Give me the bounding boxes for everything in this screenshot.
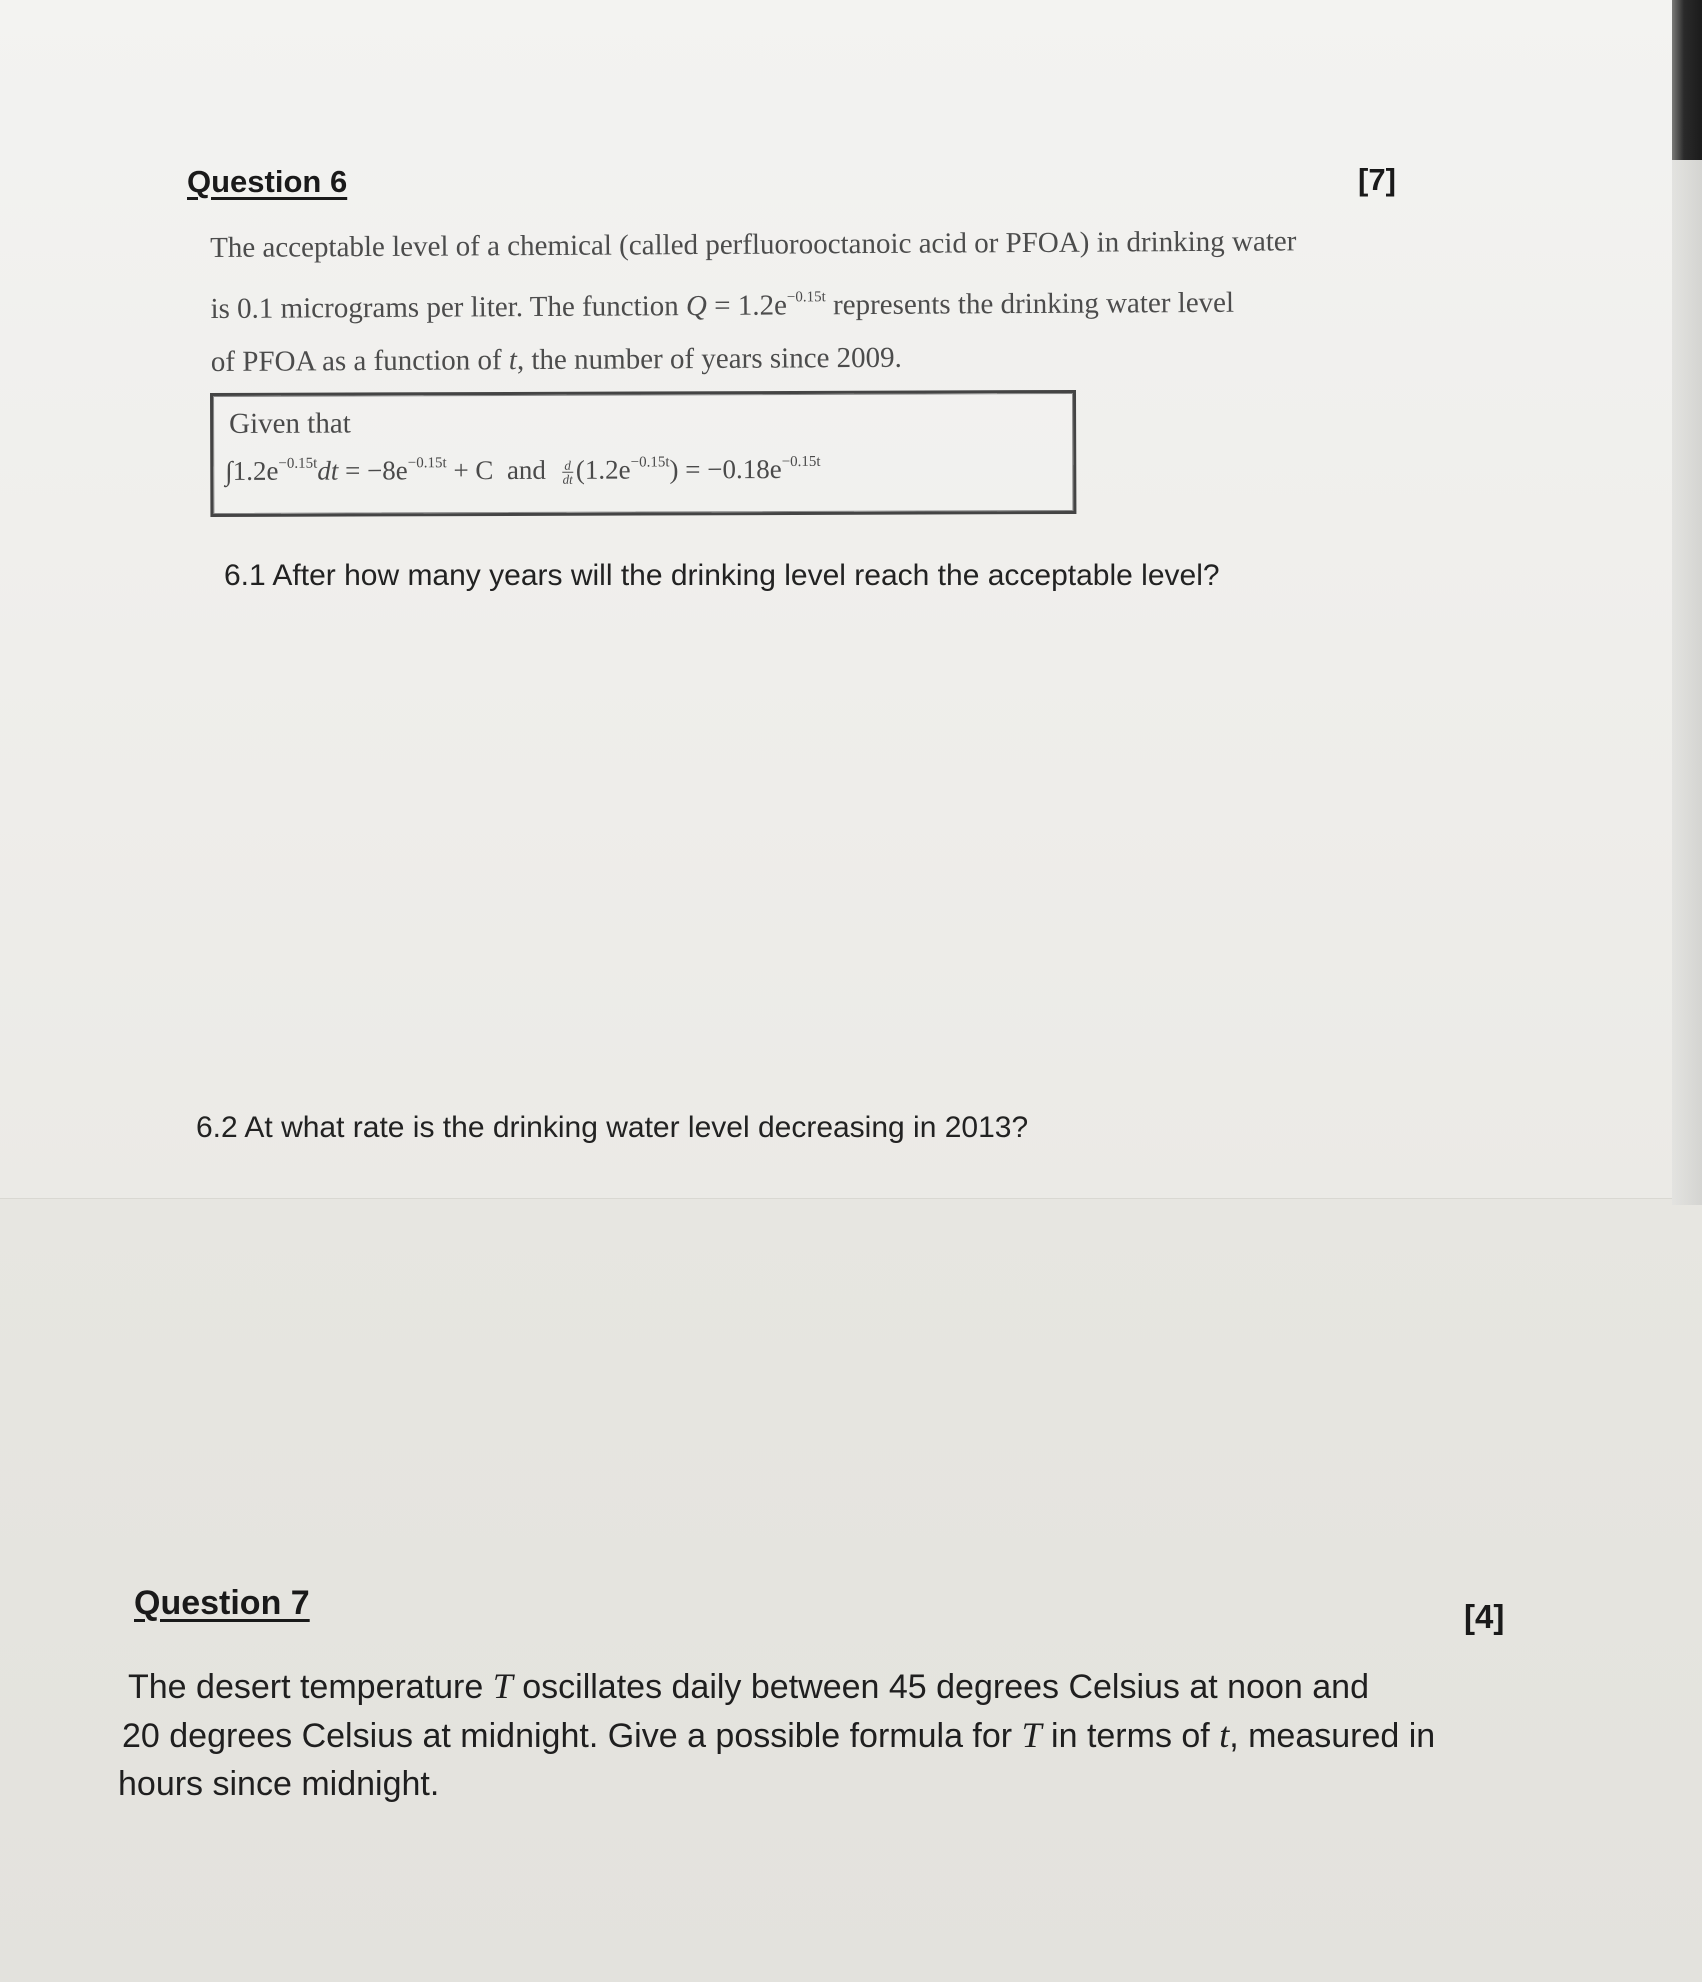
background-edge (1672, 0, 1702, 170)
derivative-fraction: $\frac{d}{dt}$ (562, 458, 573, 488)
q6-line-2: is 0.1 micrograms per liter. The function $Q = 1.2e^{-0.15t}$ represents the drinking water level (210, 286, 1235, 325)
question-6-marks: [7] (1358, 162, 1396, 197)
q7-line-1: The desert temperature T oscillates daily between 45 degrees Celsius at noon and (128, 1666, 1369, 1706)
q6-line-1: The acceptable level of a chemical (called perfluorooctanoic acid or PFOA) in drinking water (210, 225, 1297, 264)
question-7-marks: [4] (1464, 1598, 1505, 1635)
q7-line-3: hours since midnight. (118, 1765, 440, 1803)
subquestion-6-1: 6.1 After how many years will the drinking level reach the acceptable level? (224, 559, 1220, 592)
subquestion-6-2: 6.2 At what rate is the drinking water level decreasing in 2013? (196, 1111, 1029, 1144)
given-formula: $\int 1.2e^{-0.15t}dt = -8e^{-0.15t} + C$ and $\frac{d}{dt}$ $(1.2e^{-0.15t}) = -0.18e^{-0.15t}$ (225, 453, 821, 488)
question-6-heading: Question 6 (187, 164, 348, 199)
given-label: Given that (229, 407, 351, 440)
question-7-heading: Question 7 (134, 1584, 310, 1622)
question-6-text (210, 214, 1441, 389)
q7-line-2: 20 degrees Celsius at midnight. Give a possible formula for T in terms of t, measured in (122, 1715, 1436, 1755)
q6-line-3: of PFOA as a function of t, the number of years since 2009. (210, 341, 902, 378)
question-7-text (118, 1662, 1598, 1808)
page-edge-strip (1672, 160, 1702, 1205)
given-that-box (210, 390, 1076, 517)
